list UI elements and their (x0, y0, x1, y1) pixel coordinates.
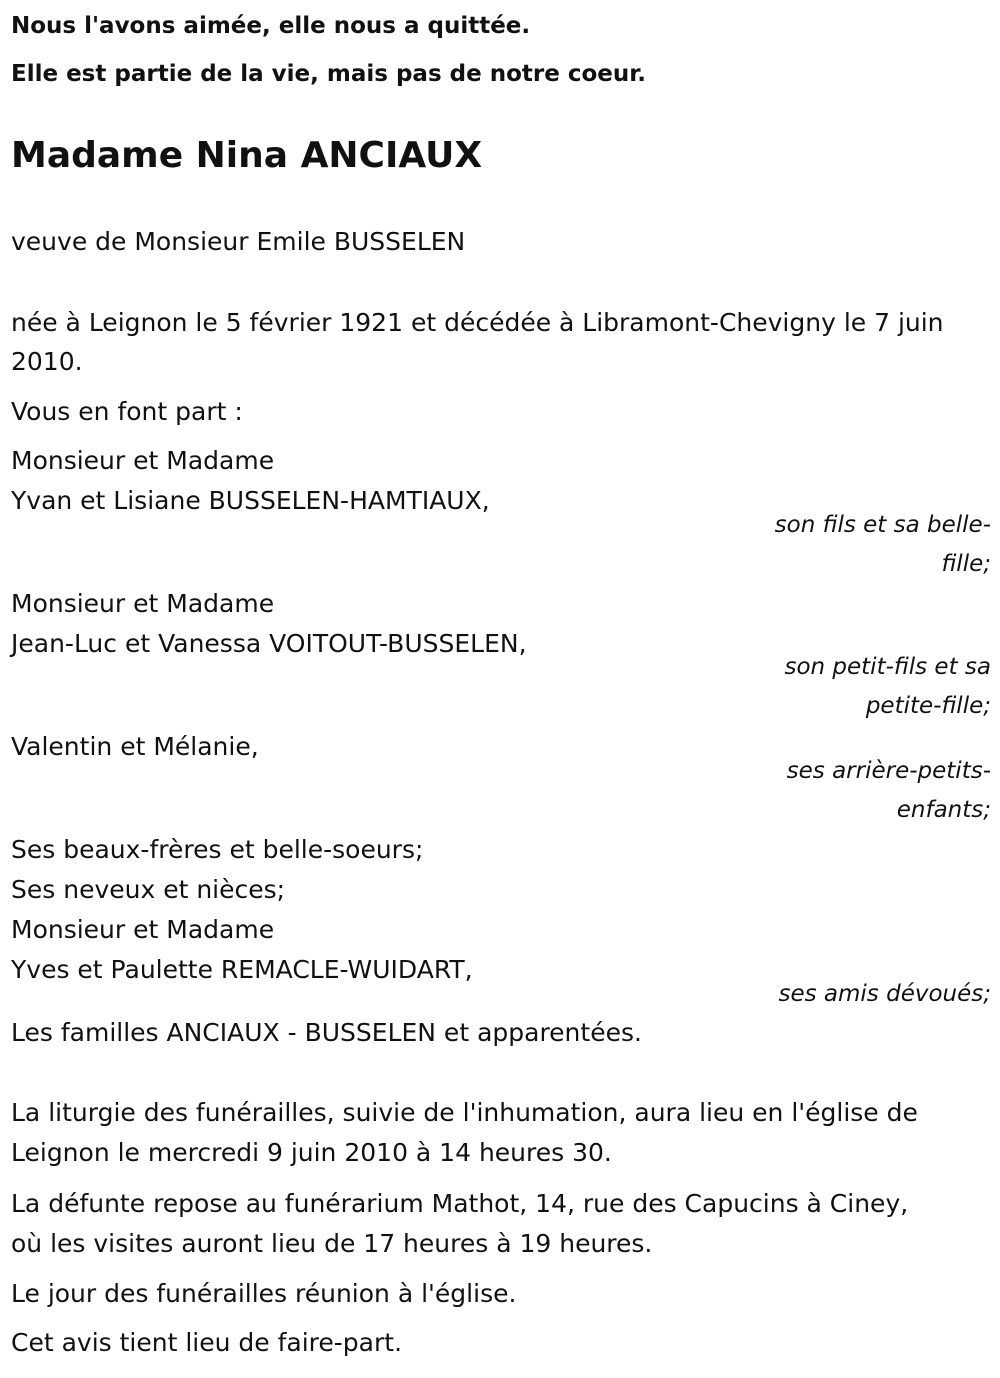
family-relation: son petit-fils et sa (784, 654, 991, 680)
friends-names: Yves et Paulette REMACLE-WUIDART, (11, 955, 473, 984)
family-relation: ses arrière-petits- (786, 758, 991, 784)
family-names: Valentin et Mélanie, (11, 732, 259, 761)
family-names: Jean-Luc et Vanessa VOITOUT-BUSSELEN, (11, 629, 527, 658)
family-relation: son fils et sa belle- (774, 512, 991, 538)
family-names: Yvan et Lisiane BUSSELEN-HAMTIAUX, (11, 486, 490, 515)
birth-death-line-2: 2010. (11, 347, 83, 376)
family-title: Monsieur et Madame (11, 446, 275, 475)
birth-death-line-1: née à Leignon le 5 février 1921 et décédée à Libramont-Chevigny le 7 juin (11, 308, 944, 337)
liturgy-line-2: Leignon le mercredi 9 juin 2010 à 14 heures 30. (11, 1138, 612, 1167)
gathering-line: Le jour des funérailles réunion à l'église. (11, 1279, 517, 1308)
epitaph-line-1: Nous l'avons aimée, elle nous a quittée. (11, 13, 531, 39)
epitaph-line-2: Elle est partie de la vie, mais pas de notre coeur. (11, 61, 647, 87)
family-relation: petite-fille; (865, 693, 991, 719)
liturgy-line-1: La liturgie des funérailles, suivie de l'inhumation, aura lieu en l'église de (11, 1098, 918, 1127)
announcement-intro: Vous en font part : (11, 397, 243, 426)
widow-of-line: veuve de Monsieur Emile BUSSELEN (11, 227, 466, 256)
deceased-name: Madame Nina ANCIAUX (11, 135, 483, 176)
nephews-line: Ses neveux et nièces; (11, 875, 286, 904)
family-relation: enfants; (896, 797, 991, 823)
families-line: Les familles ANCIAUX - BUSSELEN et apparentées. (11, 1018, 642, 1047)
rest-line-2: où les visites auront lieu de 17 heures à 19 heures. (11, 1229, 653, 1258)
closing-line: Cet avis tient lieu de faire-part. (11, 1328, 403, 1357)
family-relation: fille; (941, 551, 991, 577)
friends-title: Monsieur et Madame (11, 915, 275, 944)
family-title: Monsieur et Madame (11, 589, 275, 618)
rest-line-1: La défunte repose au funérarium Mathot, 14, rue des Capucins à Ciney, (11, 1189, 909, 1218)
friends-relation: ses amis dévoués; (778, 981, 991, 1007)
in-laws-line: Ses beaux-frères et belle-soeurs; (11, 835, 424, 864)
